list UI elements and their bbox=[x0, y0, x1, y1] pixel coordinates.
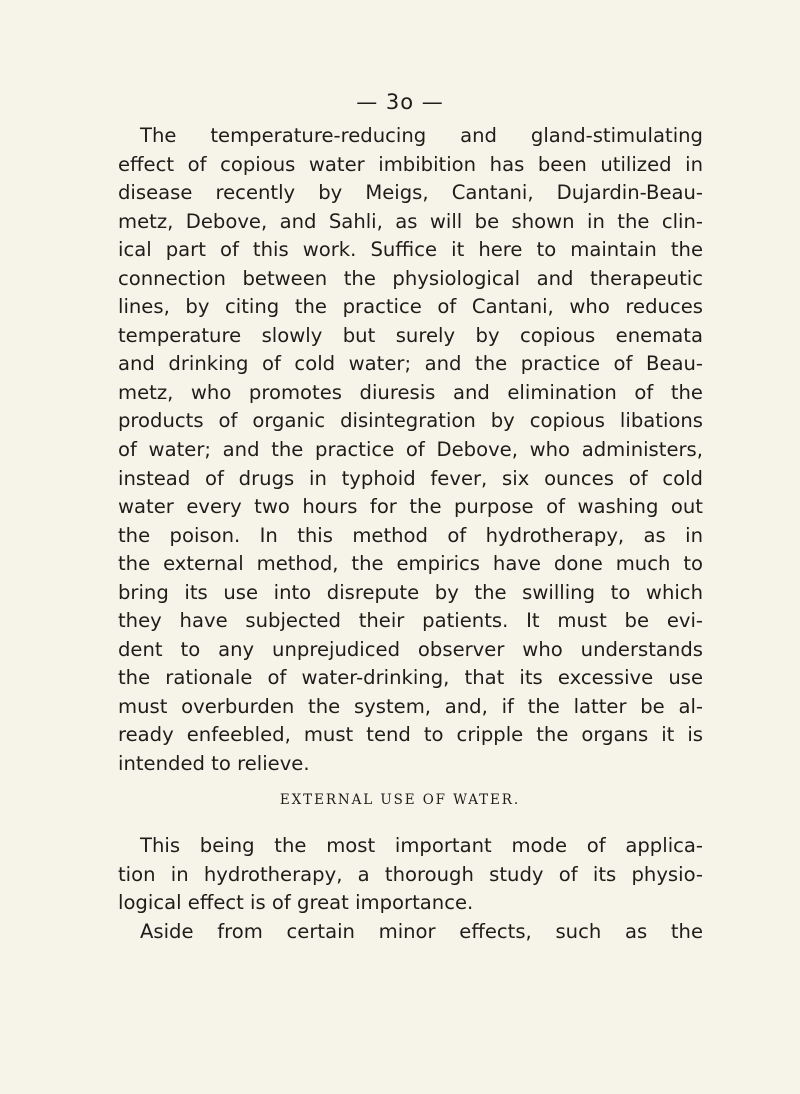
text-line: the external method, the empirics have done much to bbox=[118, 552, 703, 576]
text-line: bring its use into disrepute by the swilling to which bbox=[118, 580, 703, 604]
page-number: — 3o — bbox=[356, 90, 444, 114]
text-line: of water; and the practice of Debove, who administers, bbox=[118, 438, 703, 462]
paragraph-water-imbibition bbox=[118, 122, 703, 779]
text-line: they have subjected their patients. It must be evi- bbox=[118, 609, 703, 633]
text-line: the rationale of water-drinking, that its excessive use bbox=[118, 666, 703, 690]
text-line: metz, Debove, and Sahli, as will be shown in the clin- bbox=[118, 209, 703, 233]
text-line: disease recently by Meigs, Cantani, Dujardin-Beau- bbox=[118, 181, 703, 205]
text-line: water every two hours for the purpose of washing out bbox=[118, 495, 703, 519]
text-line: The temperature-reducing and gland-stimulating bbox=[140, 124, 703, 147]
paragraph-external-use bbox=[118, 832, 703, 946]
text-line: dent to any unprejudiced observer who understands bbox=[118, 637, 703, 661]
section-heading: EXTERNAL USE OF WATER. bbox=[279, 792, 521, 808]
text-line: metz, who promotes diuresis and elimination of the bbox=[118, 380, 703, 404]
text-line: tion in hydrotherapy, a thorough study of its physio- bbox=[118, 862, 703, 886]
text-line: logical effect is of great importance. bbox=[118, 891, 474, 915]
text-line: lines, by citing the practice of Cantani, who reduces bbox=[118, 295, 703, 319]
text-line: connection between the physiological and therapeutic bbox=[118, 266, 703, 290]
text-line: instead of drugs in typhoid fever, six ounces of cold bbox=[118, 466, 703, 490]
text-line: This being the most important mode of applica- bbox=[140, 834, 703, 857]
text-line: Aside from certain minor effects, such as the bbox=[140, 919, 703, 943]
text-line: the poison. In this method of hydrotherapy, as in bbox=[118, 523, 703, 547]
text-line: intended to relieve. bbox=[118, 752, 310, 776]
text-line: ical part of this work. Suffice it here to maintain the bbox=[118, 238, 703, 262]
text-line: temperature slowly but surely by copious enemata bbox=[118, 323, 703, 347]
text-line: effect of copious water imbibition has been utilized in bbox=[118, 152, 703, 176]
text-line: products of organic disintegration by copious libations bbox=[118, 409, 703, 433]
text-line: ready enfeebled, must tend to cripple the organs it is bbox=[118, 723, 703, 747]
text-line: and drinking of cold water; and the practice of Beau- bbox=[118, 352, 703, 376]
text-line: must overburden the system, and, if the latter be al- bbox=[118, 694, 703, 718]
